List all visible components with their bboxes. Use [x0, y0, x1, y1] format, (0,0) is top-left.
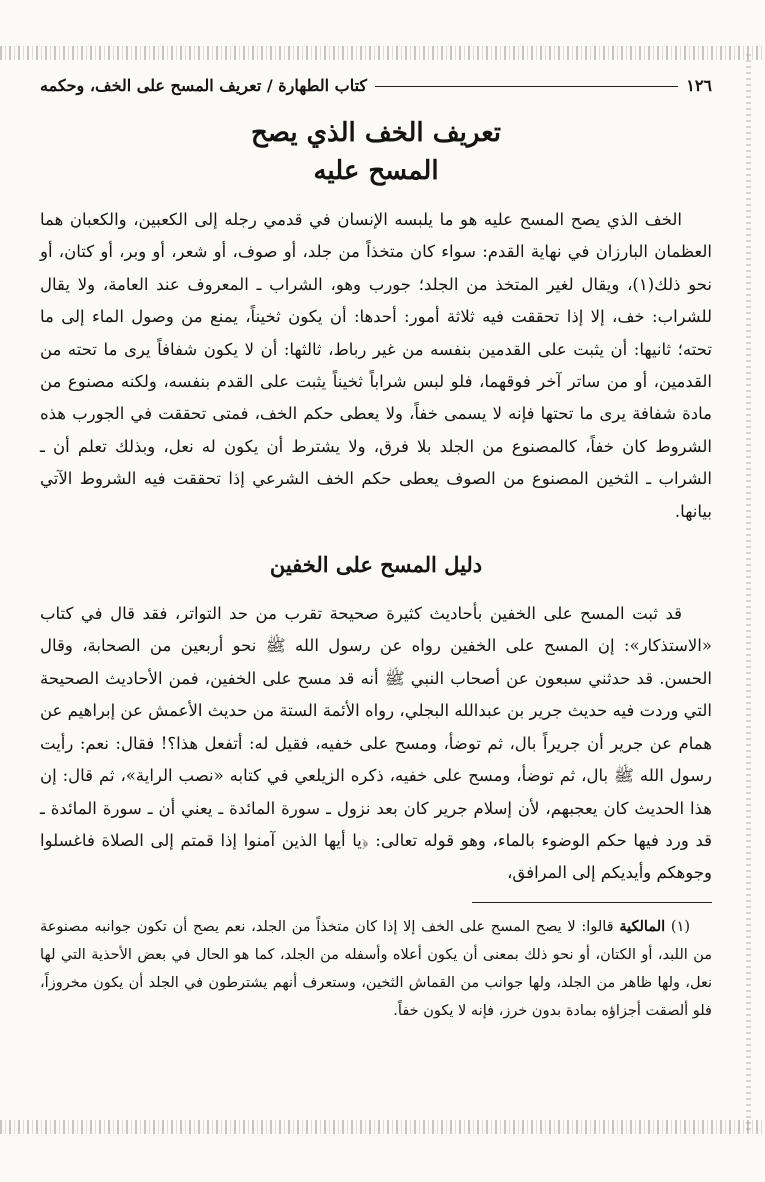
- book-page: [40, 76, 712, 1025]
- top-scan-border: [0, 46, 765, 60]
- bottom-scan-border: [0, 1120, 765, 1134]
- main-text: [40, 204, 712, 890]
- header-rule: [375, 86, 678, 87]
- footnote-text: قالوا: لا يصح المسح على الخف إلا إذا كان متخذاً من الجلد، نعم يصح أن تكون جوانبه مصنوعة من اللبد، أو الكتان، أو نحو ذلك بمعنى أن يكون أعلاه وأسفله من الجلد، كما هو الحال في بعض الأحذية التي لها نعل، ولها ظاهر من الجلد، ولها جوانب من القماش الثخين، وستعرف أنهم يشترطون في الجلد أن يكون مخروزاً، فلو ألصقت أجزاؤه بمادة بدون خرز، فإنه لا يكون خفاً.: [40, 918, 712, 1019]
- page-edge-shadow: [746, 50, 751, 1130]
- footnote-school: المالكية: [619, 917, 666, 935]
- footnote-marker: (١): [670, 918, 691, 935]
- definition-paragraph: الخف الذي يصح المسح عليه هو ما يلبسه الإنسان في قدمي رجله إلى الكعبين، والكعبان هما العظمان البارزان في نهاية القدم: سواء كان متخذاً من جلد، أو صوف، أو شعر، أو وبر، أو كتان، أو نحو ذلك(١)، ويقال لغير المتخذ من الجلد؛ جورب وهو، الشراب ـ المعروف عند العامة، ولا يقال للشراب: خف، إلا إذا تحققت فيه ثلاثة أمور: أحدها: أن يكون ثخيناً، يمنع من وصول الماء إلى ما تحته؛ ثانيها: أن يثبت على القدمين بنفسه من غير رباط، ثالثها: أن لا يكون شفافاً يرى ما تحته من القدمين، أو من ساتر آخر فوقهما، فلو لبس شراباً ثخيناً يثبت على القدم بنفسه، ولكنه مصنوع من مادة شفافة يرى ما تحتها فإنه لا يسمى خفاً، ولا يعطى حكم الخف، فمتى تحققت في الجورب هذه الشروط كان خفاً، كالمصنوع من الجلد بلا فرق، ولا يشترط أن يكون له نعل، وبذلك تعلم أن ـ الشراب ـ الثخين المصنوع من الصوف يعطى حكم الخف الشرعي إذا تحققت فيه الشروط الآتي بيانها.: [40, 210, 713, 521]
- footnote-paragraph: [40, 913, 712, 1025]
- chapter-title: [40, 114, 712, 190]
- page-number: ١٢٦: [686, 76, 712, 95]
- chapter-title-line-1: تعريف الخف الذي يصح: [251, 118, 501, 148]
- footnote: [40, 913, 712, 1025]
- chapter-title-line-2: المسح عليه: [313, 156, 439, 186]
- evidence-paragraph: قد ثبت المسح على الخفين بأحاديث كثيرة صحيحة تقرب من حد التواتر، فقد قال في كتاب «الاستذكار»: إن المسح على الخفين رواه عن رسول الله ﷺ نحو أربعين من الصحابة، وقال الحسن. قد حدثني سبعون عن أصحاب النبي ﷺ أنه قد مسح على الخفين، فمن الأحاديث الصحيحة التي وردت فيه حديث جرير بن عبدالله البجلي، رواه الأئمة الستة من حديث الأعمش عن إبراهيم عن همام عن جرير أن جريراً بال، ثم توضأ، ومسح على خفيه، فقيل له: أتفعل هذا؟! فقال: نعم: رأيت رسول الله ﷺ بال، ثم توضأ، ومسح على خفيه، ذكره الزيلعي في كتابه «نصب الراية»، ثم قال: إن هذا الحديث كان يعجبهم، لأن إسلام جرير كان بعد نزول ـ سورة المائدة ـ يعني أن ـ سورة المائدة ـ قد ورد فيها حكم الوضوء بالماء، وهو قوله تعالى: ﴿يا أيها الذين آمنوا إذا قمتم إلى الصلاة فاغسلوا وجوهكم وأيديكم إلى المرافق،: [40, 604, 712, 883]
- running-title: كتاب الطهارة / تعريف المسح على الخف، وحكمه: [40, 76, 368, 95]
- section-heading: دليل المسح على الخفين: [269, 552, 483, 578]
- running-header: [40, 76, 712, 102]
- footnote-separator: [472, 902, 712, 903]
